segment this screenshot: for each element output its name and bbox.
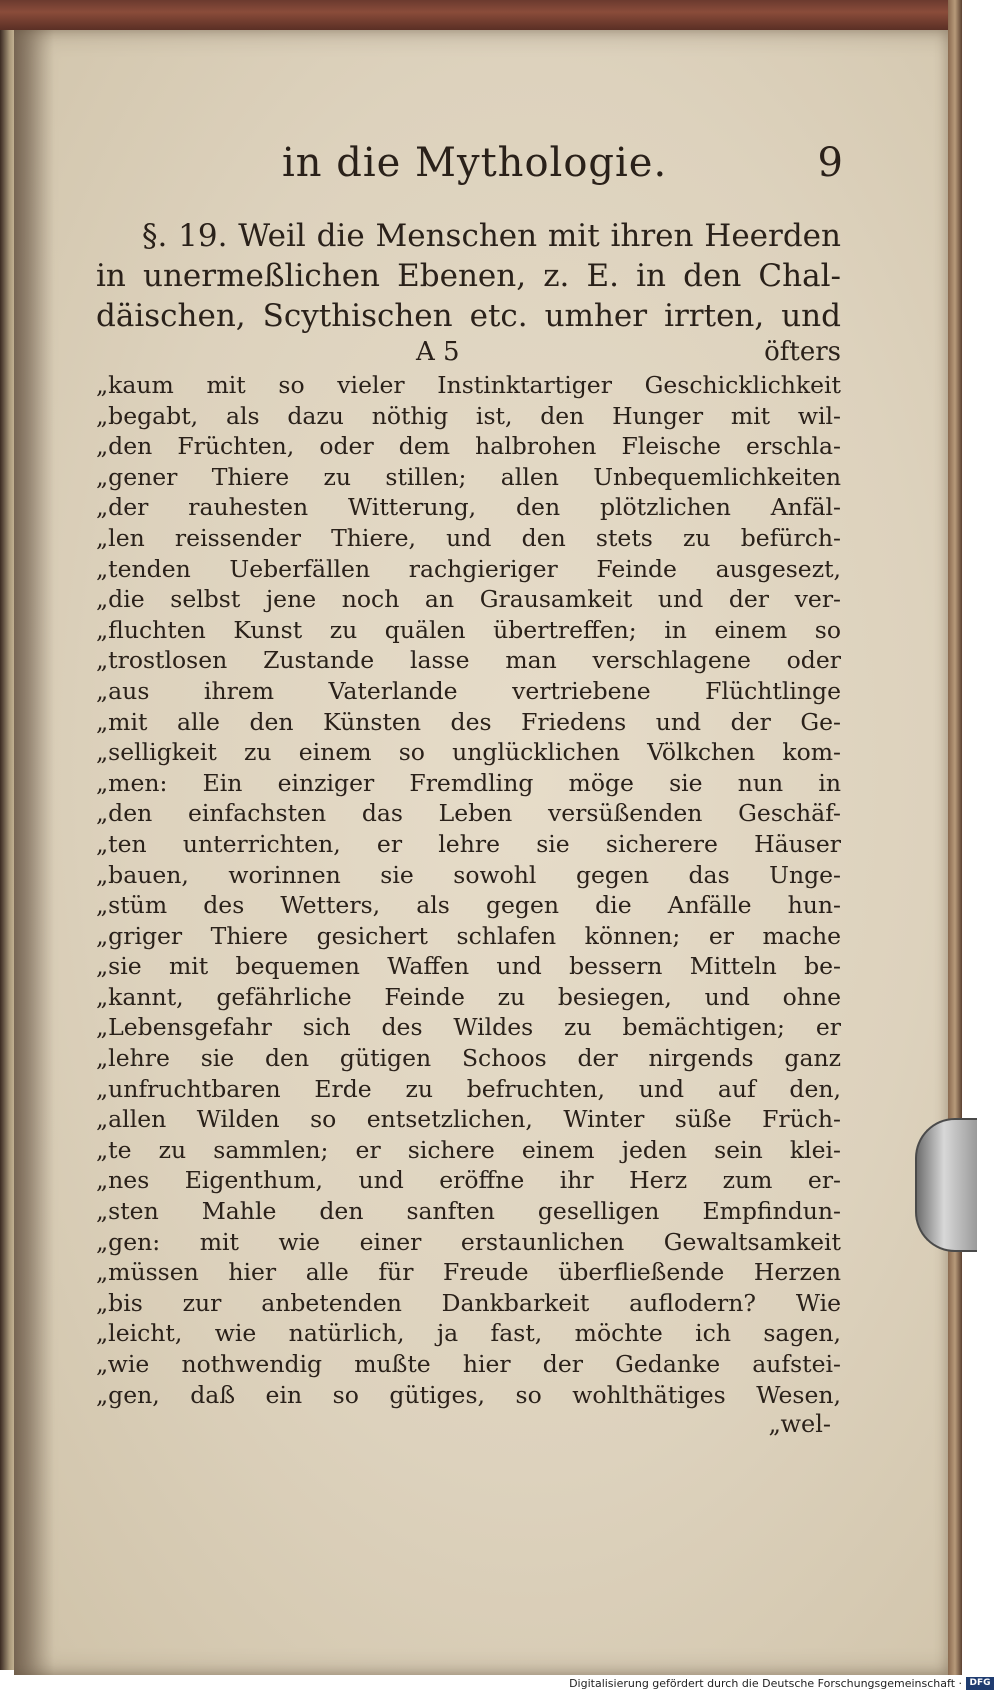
quote-line: „der rauhesten Witterung, den plötzlichen Anfäl- <box>96 493 841 522</box>
quote-line: „fluchten Kunst zu quälen übertreffen; in einem so <box>96 615 841 644</box>
quoted-passage <box>96 370 841 1410</box>
quote-line: „müssen hier alle für Freude überfließende Herzen <box>96 1258 841 1287</box>
quote-line: „ten unterrichten, er lehre sie sicherere Häuser <box>96 829 841 858</box>
quote-line: „bis zur anbetenden Dankbarkeit auflodern? Wie <box>96 1288 841 1317</box>
quote-line: „griger Thiere gesichert schlafen können; er mache <box>96 921 841 950</box>
quote-line: „allen Wilden so entsetzlichen, Winter süße Früch- <box>96 1105 841 1134</box>
signature-row <box>96 336 841 368</box>
quote-line: „gen, daß ein so gütiges, so wohlthätiges Wesen, <box>96 1380 841 1409</box>
right-page-edge <box>948 0 962 1675</box>
quote-line: „nes Eigenthum, und eröffne ihr Herz zum er- <box>96 1166 841 1195</box>
signature-mark: A 5 <box>416 337 460 367</box>
catchword: „wel- <box>768 1410 831 1439</box>
quote-line: „len reissender Thiere, und den stets zu befürch- <box>96 523 841 552</box>
quote-line: „stüm des Wetters, als gegen die Anfälle hun- <box>96 891 841 920</box>
quote-line: „bauen, worinnen sie sowohl gegen das Unge- <box>96 860 841 889</box>
running-head <box>96 140 841 210</box>
section-line: in unermeßlichen Ebenen, z. E. in den Chal- <box>96 258 841 294</box>
quote-line: „mit alle den Künsten des Friedens und der Ge- <box>96 707 841 736</box>
catchword-row <box>96 1410 841 1444</box>
quote-line: „trostlosen Zustande lasse man verschlagene oder <box>96 646 841 675</box>
section-line: §. 19. Weil die Menschen mit ihren Heerden <box>142 218 841 254</box>
quote-line: „unfruchtbaren Erde zu befruchten, und auf den, <box>96 1074 841 1103</box>
quote-line: „Lebensgefahr sich des Wildes zu bemächtigen; er <box>96 1013 841 1042</box>
quote-line: „selligkeit zu einem so unglücklichen Völkchen kom- <box>96 738 841 767</box>
quote-line: „gen: mit wie einer erstaunlichen Gewaltsamkeit <box>96 1227 841 1256</box>
quote-line: „lehre sie den gütigen Schoos der nirgends ganz <box>96 1044 841 1073</box>
digitization-footer <box>0 1675 1000 1693</box>
quote-line: „sten Mahle den sanften geselligen Empfindun- <box>96 1197 841 1226</box>
quote-line: „wie nothwendig mußte hier der Gedanke aufstei- <box>96 1350 841 1378</box>
quote-line: „tenden Ueberfällen rachgieriger Feinde ausgesezt, <box>96 554 841 583</box>
quote-line: „gener Thiere zu stillen; allen Unbequemlichkeiten <box>96 462 841 491</box>
quote-line: „den einfachsten das Leben versüßenden Geschäf- <box>96 799 841 828</box>
page-content <box>96 140 841 1444</box>
quote-line: „leicht, wie natürlich, ja fast, möchte ich sagen, <box>96 1319 841 1348</box>
quote-line: „den Früchten, oder dem halbrohen Fleische erschla- <box>96 432 841 461</box>
page-clip <box>915 1118 977 1252</box>
dfg-logo-icon: DFG <box>966 1677 994 1690</box>
book-top-edge <box>0 0 958 30</box>
quote-line: „die selbst jene noch an Grausamkeit und der ver- <box>96 585 841 614</box>
running-title: in die Mythologie. <box>282 140 668 186</box>
quote-line: „men: Ein einziger Fremdling möge sie nun in <box>96 768 841 797</box>
page-gutter-shadow <box>14 30 54 1675</box>
page-number: 9 <box>817 140 843 186</box>
footer-credit: Digitalisierung gefördert durch die Deutsche Forschungsgemeinschaft · <box>569 1677 962 1690</box>
quote-line: „kaum mit so vieler Instinktartiger Geschicklichkeit <box>96 371 841 399</box>
quote-line: „sie mit bequemen Waffen und bessern Mitteln be- <box>96 952 841 981</box>
quote-line: „kannt, gefährliche Feinde zu besiegen, und ohne <box>96 982 841 1011</box>
quote-line: „te zu sammlen; er sichere einem jeden sein klei- <box>96 1135 841 1164</box>
quote-line: „aus ihrem Vaterlande vertriebene Flüchtlinge <box>96 676 841 705</box>
section-line: däischen, Scythischen etc. umher irrten, und <box>96 298 841 334</box>
section-catchword: öfters <box>764 337 841 367</box>
section-paragraph <box>96 216 841 336</box>
quote-line: „begabt, als dazu nöthig ist, den Hunger mit wil- <box>96 401 841 430</box>
